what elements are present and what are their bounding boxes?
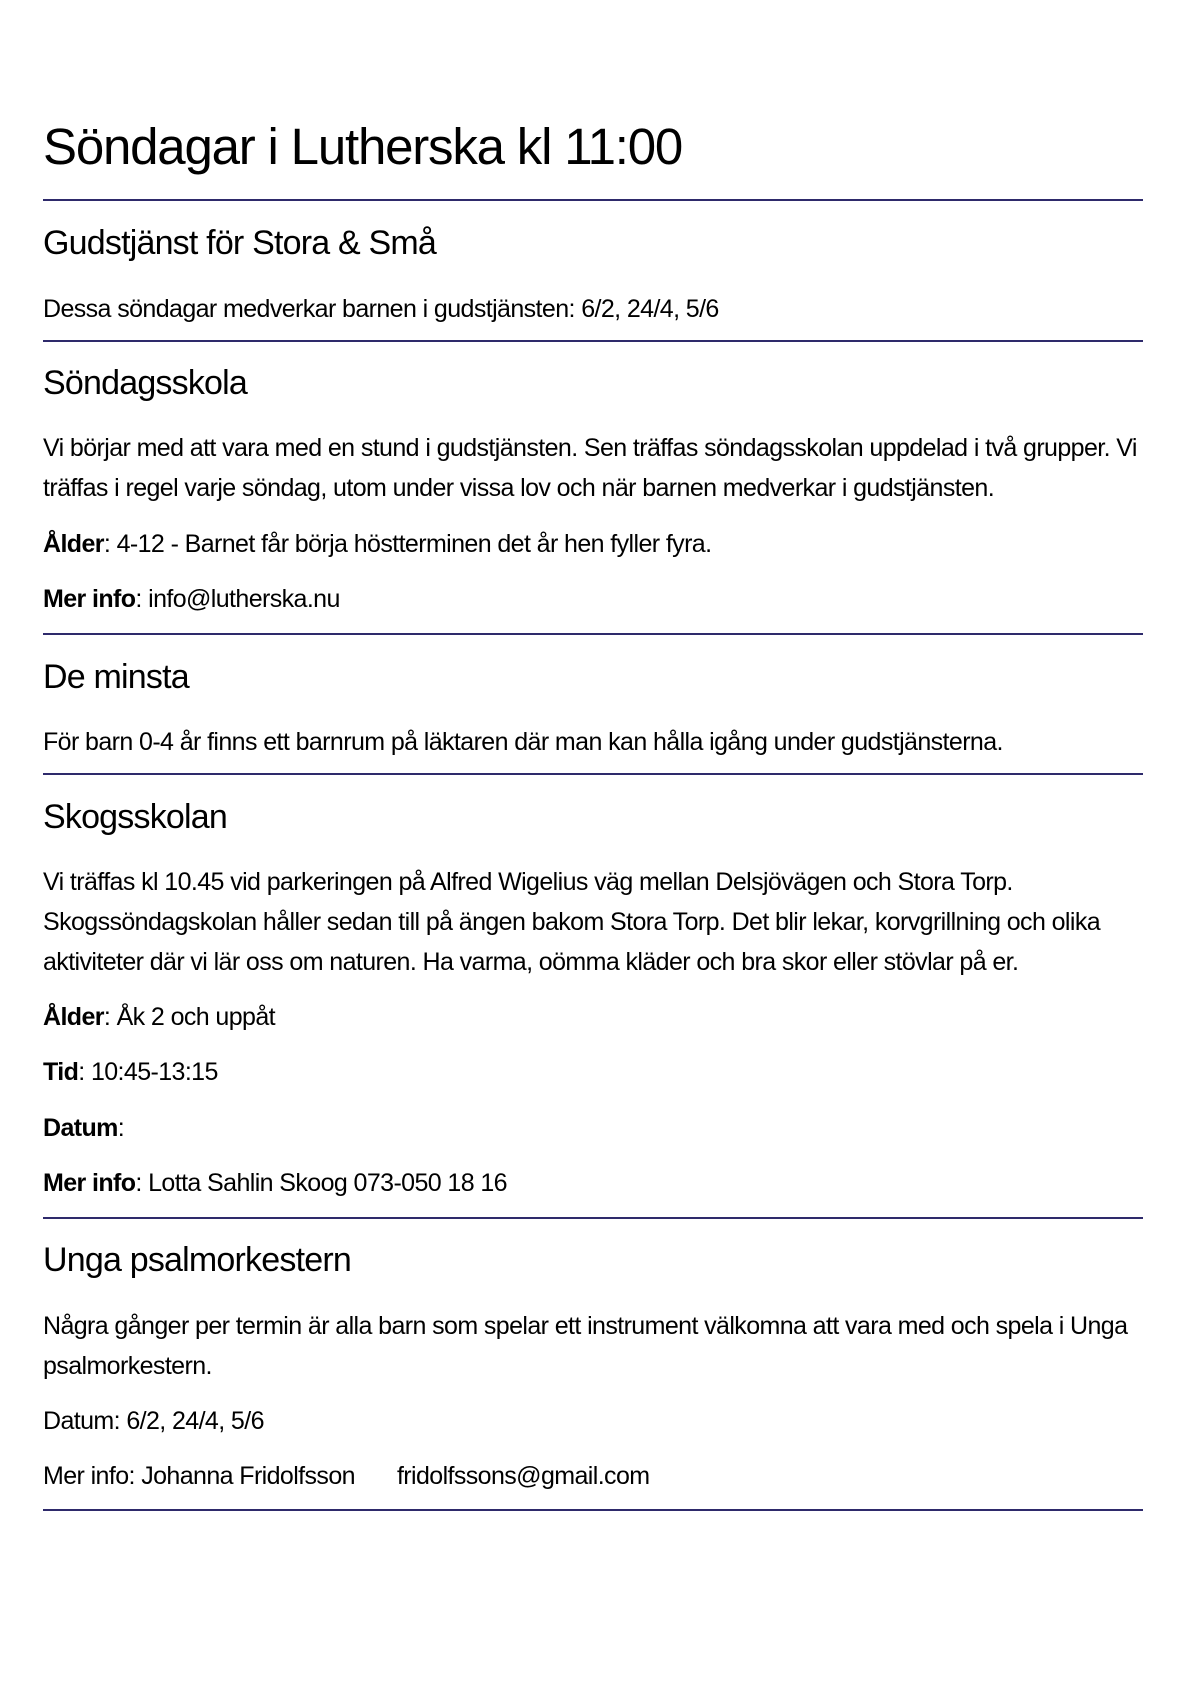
- divider: [43, 1509, 1143, 1511]
- sondagsskola-info: [43, 579, 1143, 619]
- de-minsta-text: För barn 0-4 år finns ett barnrum på läktaren där man kan hålla igång under gudstjänsterna.: [43, 728, 1003, 756]
- age-value: : 4-12 - Barnet får börja höstterminen det år hen fyller fyra.: [103, 530, 712, 558]
- date-label: Datum: [43, 1114, 118, 1142]
- date-value: :: [117, 1114, 125, 1142]
- skogsskolan-date: [43, 1108, 1143, 1148]
- divider: [43, 1217, 1143, 1219]
- info-label: Mer info: [43, 1169, 136, 1197]
- skogsskolan-time: [43, 1052, 1143, 1092]
- skogsskolan-text-line3: aktiviteter där vi lär oss om naturen. Ha varma, oömma kläder och bra skor eller stövlar på er.: [43, 948, 1019, 976]
- age-label: Ålder: [43, 530, 104, 558]
- divider: [43, 340, 1143, 342]
- sondagsskola-text-line1: Vi börjar med att vara med en stund i gudstjänsten. Sen träffas söndagsskolan uppdelad i två grupper. Vi: [43, 434, 1137, 462]
- section-heading-psalmorkestern: Unga psalmorkestern: [43, 1241, 351, 1279]
- skogsskolan-info: [43, 1163, 1143, 1203]
- skogsskolan-text-line1: Vi träffas kl 10.45 vid parkeringen på Alfred Wigelius väg mellan Delsjövägen och Stora Torp.: [43, 868, 1013, 896]
- skogsskolan-text-line2: Skogssöndagskolan håller sedan till på ängen bakom Stora Torp. Det blir lekar, korvgrillning och olika: [43, 908, 1101, 936]
- section-heading-skogsskolan: Skogsskolan: [43, 798, 227, 836]
- psalmorkestern-date: Datum: 6/2, 24/4, 5/6: [43, 1407, 264, 1435]
- time-label: Tid: [43, 1058, 79, 1086]
- info-value: : Lotta Sahlin Skoog 073-050 18 16: [135, 1169, 507, 1197]
- age-label: Ålder: [43, 1003, 104, 1031]
- divider: [43, 199, 1143, 201]
- info-contact: Mer info: Johanna Fridolfsson: [43, 1462, 355, 1490]
- divider: [43, 773, 1143, 775]
- info-label: Mer info: [43, 585, 136, 613]
- psalmorkestern-text-line1: Några gånger per termin är alla barn som spelar ett instrument välkomna att vara med och spela i Unga: [43, 1312, 1128, 1340]
- section-heading-de-minsta: De minsta: [43, 658, 189, 696]
- page-title: Söndagar i Lutherska kl 11:00: [43, 118, 683, 175]
- sondagsskola-age: [43, 524, 1143, 564]
- skogsskolan-age: [43, 997, 1143, 1037]
- divider: [43, 633, 1143, 635]
- email-link[interactable]: fridolfssons@gmail.com: [396, 1462, 650, 1490]
- age-value: : Åk 2 och uppåt: [103, 1003, 275, 1031]
- gudstjanst-text: Dessa söndagar medverkar barnen i gudstjänsten: 6/2, 24/4, 5/6: [43, 295, 719, 323]
- section-heading-gudstjanst: Gudstjänst för Stora & Små: [43, 224, 437, 262]
- psalmorkestern-text-line2: psalmorkestern.: [43, 1352, 212, 1380]
- psalmorkestern-info: [43, 1456, 1143, 1496]
- sondagsskola-text-line2: träffas i regel varje söndag, utom under vissa lov och när barnen medverkar i gudstjänsten.: [43, 474, 995, 502]
- info-value: : info@lutherska.nu: [135, 585, 340, 613]
- section-heading-sondagsskola: Söndagsskola: [43, 364, 247, 402]
- time-value: : 10:45-13:15: [78, 1058, 218, 1086]
